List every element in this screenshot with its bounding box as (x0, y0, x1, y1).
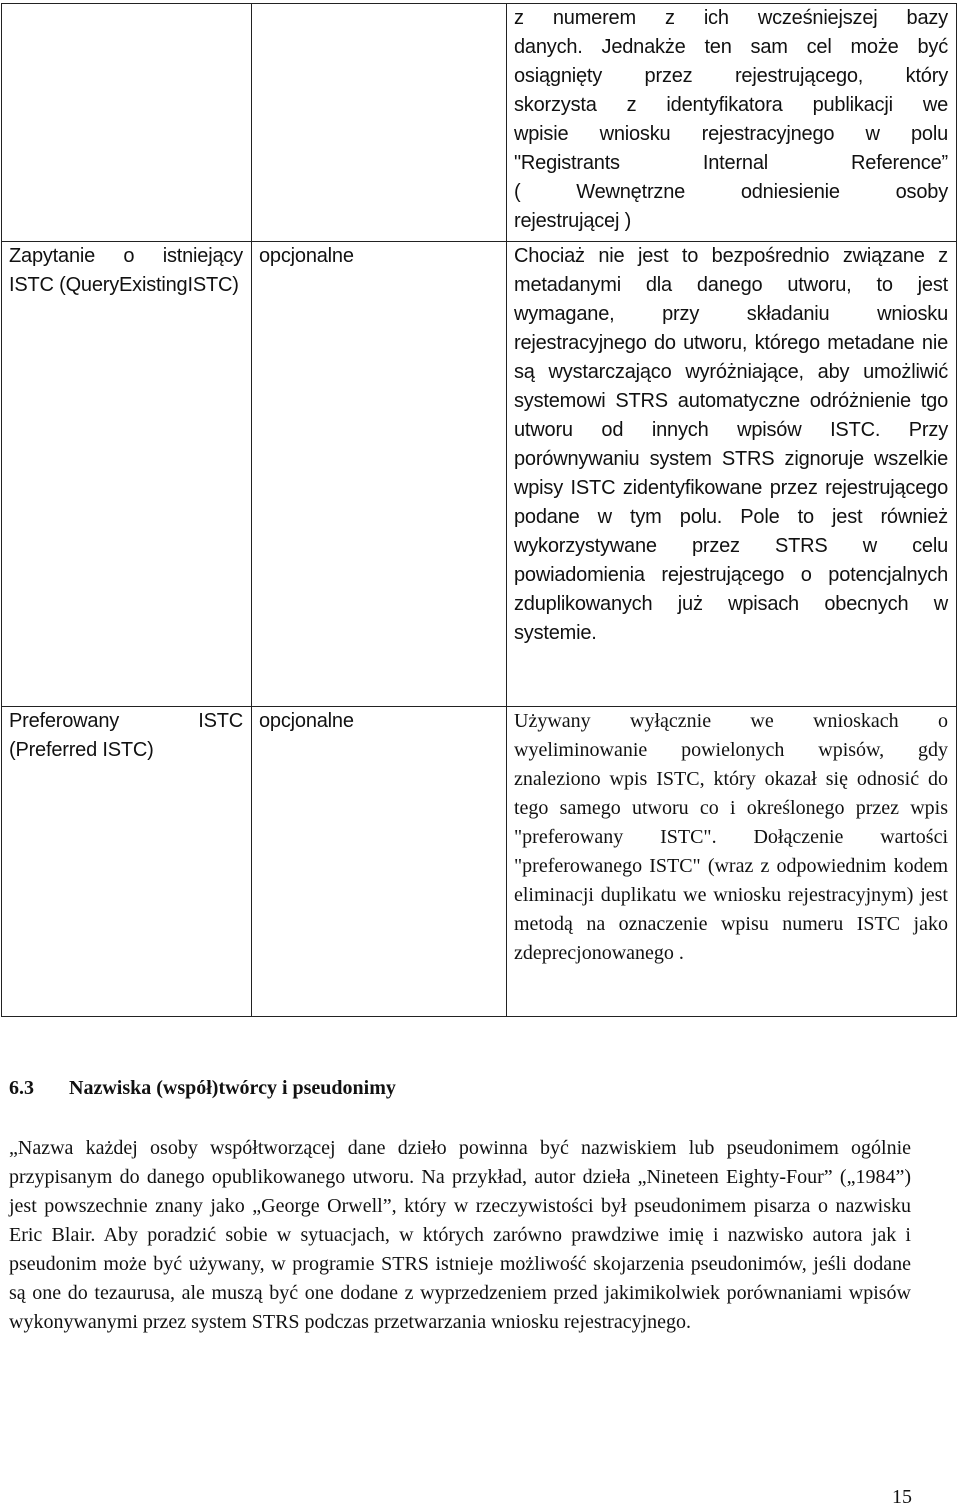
field-status-cell: opcjonalne (252, 242, 507, 707)
table-row (2, 4, 957, 242)
description-line: z numerem z ich wcześniejszej bazy (514, 7, 948, 29)
table-row (2, 242, 957, 707)
description-line: osiągnięty przez rejestrującego, który (514, 65, 948, 87)
field-status-cell: opcjonalne (252, 707, 507, 1017)
field-name-cell: Zapytanie o istniejący ISTC (QueryExistingISTC) (2, 242, 252, 707)
field-description-cell (507, 4, 957, 242)
field-description-cell: Używany wyłącznie we wnioskach o wyeliminowanie powielonych wpisów, gdy znaleziono wpis ISTC, który okazał się odnosić do tego samego utworu co i określonego przez wpis "preferowany ISTC". Dołączenie wartości "preferowanego ISTC" (wraz z odpowiednim kodem eliminacji duplikatu we wniosku rejestracyjnym) jest metodą na oznaczenie wpisu numeru ISTC jako zdeprecjonowanego . (507, 707, 957, 1017)
table-row (2, 707, 957, 1017)
description-line: ( Wewnętrzne odniesienie osoby (514, 181, 948, 203)
section-title: Nazwiska (współ)twórcy i pseudonimy (69, 1077, 396, 1099)
section-number: 6.3 (9, 1077, 34, 1099)
field-status-cell (252, 4, 507, 242)
description-line: skorzysta z identyfikatora publikacji we (514, 94, 948, 116)
field-name-cell (2, 4, 252, 242)
field-name-cell: Preferowany ISTC (Preferred ISTC) (2, 707, 252, 1017)
section-heading (9, 1077, 396, 1100)
page-number: 15 (892, 1486, 912, 1508)
description-line: "Registrants Internal Reference” (514, 152, 948, 174)
body-paragraph: „Nazwa każdej osoby współtworzącej dane dzieło powinna być nazwiskiem lub pseudonimem ogólnie przypisanym do danego opublikowanego utworu. Na przykład, autor dzieła „Nineteen Eighty-Four” („1984”) jest powszechnie znany jako „George Orwell”, który w rzeczywistości był pseudonimem pisarza o nazwisku Eric Blair. Aby poradzić sobie w sytuacjach, w których zarówno prawdziwe imię i nazwisko autora jak i pseudonim może być używany, w programie STRS istnieje możliwość skojarzenia pseudonimów, jeśli dodane są one do tezaurusa, ale muszą być one dodane z wyprzedzeniem przed jakimikolwiek porównaniami wpisów wykonywanymi przez system STRS podczas przetwarzania wniosku rejestracyjnego. (9, 1137, 911, 1333)
field-description-cell: Chociaż nie jest to bezpośrednio związane z metadanymi dla danego utworu, to jest wymagane, przy składaniu wniosku rejestracyjnego do utworu, którego metadane nie są wystarczająco wyróżniające, aby umożliwić systemowi STRS automatyczne odróżnienie tgo utworu od innych wpisów ISTC. Przy porównywaniu system STRS zignoruje wszelkie wpisy ISTC zidentyfikowane przez rejestrującego podane w tym polu. Pole to jest również wykorzystywane przez STRS w celu powiadomienia rejestrującego o potencjalnych zduplikowanych już wpisach obecnych w systemie. (507, 242, 957, 707)
description-line: danych. Jednakże ten sam cel może być (514, 36, 948, 58)
metadata-fields-table (1, 3, 957, 1017)
description-line: wpisie wniosku rejestracyjnego w polu (514, 123, 948, 145)
description-line: rejestrującej ) (514, 210, 632, 232)
